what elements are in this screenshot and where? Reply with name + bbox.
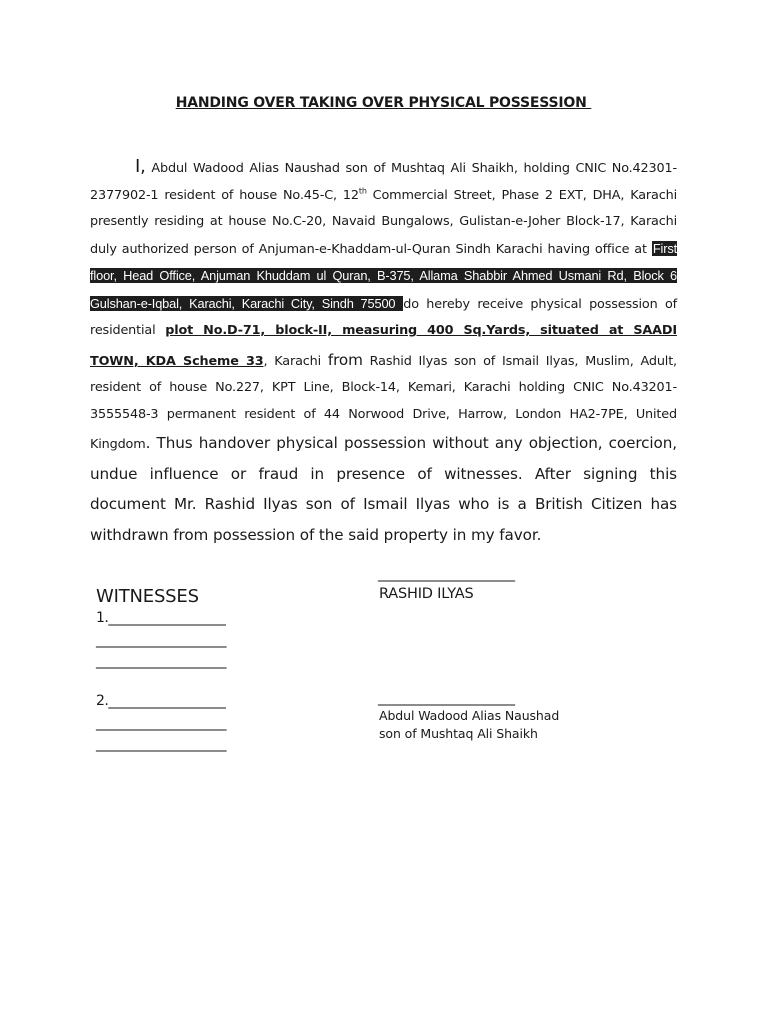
body-text-part5: Rashid Ilyas son of Ismail Ilyas, Muslim, Adult, resident of house No.227, KPT Line, Block-14, Kemari, Karachi holding CNIC No.43201-3555548-3 permanent resident of 44 Norwood Drive, Harrow, London HA2-7PE, United Kingdom bbox=[90, 353, 677, 452]
witness-2-name-line: ____________________ bbox=[96, 715, 226, 731]
witnesses-heading: WITNESSES bbox=[96, 586, 199, 607]
abdul-signature-line: _____________________ bbox=[378, 690, 515, 706]
body-text-part6: . Thus handover physical possession without any objection, coercion, undue influence or fraud in presence of witnesses. After signing this document Mr. Rashid Ilyas son of Ismail Ilyas who is a British Citizen has withdrawn from possession of the said property in my favor. bbox=[90, 434, 677, 544]
witness-1-signature-line: 1.__________________ bbox=[96, 610, 226, 626]
abdul-signature-parentage: son of Mushtaq Ali Shaikh bbox=[379, 726, 538, 741]
from-word: from bbox=[327, 350, 363, 369]
abdul-signature-name: Abdul Wadood Alias Naushad bbox=[379, 708, 560, 723]
body-text-part2: Commercial Street, Phase 2 EXT, DHA, Karachi presently residing at house No.C-20, Navaid Bungalows, Gulistan-e-Joher Block-17, Karachi duly authorized person of Anjuman-e-Khaddam-ul-Quran Sindh Karachi having office at bbox=[90, 187, 677, 257]
document-title: HANDING OVER TAKING OVER PHYSICAL POSSESSION bbox=[175, 95, 592, 111]
ordinal-superscript: th bbox=[358, 186, 367, 196]
document-body bbox=[90, 154, 677, 550]
witness-2-detail-line: ____________________ bbox=[96, 736, 226, 752]
rashid-signature-name: RASHID ILYAS bbox=[379, 586, 474, 602]
witness-1-detail-line: ____________________ bbox=[96, 653, 226, 669]
witness-2-signature-line: 2.__________________ bbox=[96, 693, 226, 709]
rashid-signature-line: _____________________ bbox=[378, 566, 515, 582]
body-text-part1: Abdul Wadood Alias Naushad son of Mushtaq Ali Shaikh, holding CNIC No.42301-2377902-1 resident of house No.45-C, 12 bbox=[90, 161, 677, 203]
witness-1-name-line: ____________________ bbox=[96, 632, 226, 648]
body-text-part4: , Karachi bbox=[263, 353, 328, 369]
opening-letter: I, bbox=[135, 156, 146, 177]
plot-details: plot No.D-71, block-II, measuring 400 Sq.Yards, situated at SAADI TOWN, KDA Scheme 33 bbox=[90, 323, 678, 369]
highlighted-address: First floor, Head Office, Anjuman Khuddam ul Quran, B-375, Allama Shabbir Ahmed Usmani Rd, Block 6 Gulshan-e-Iqbal, Karachi, Karachi City, Sindh 75500 bbox=[90, 240, 677, 311]
body-text-part3: do hereby receive physical possession of residential bbox=[90, 296, 677, 338]
